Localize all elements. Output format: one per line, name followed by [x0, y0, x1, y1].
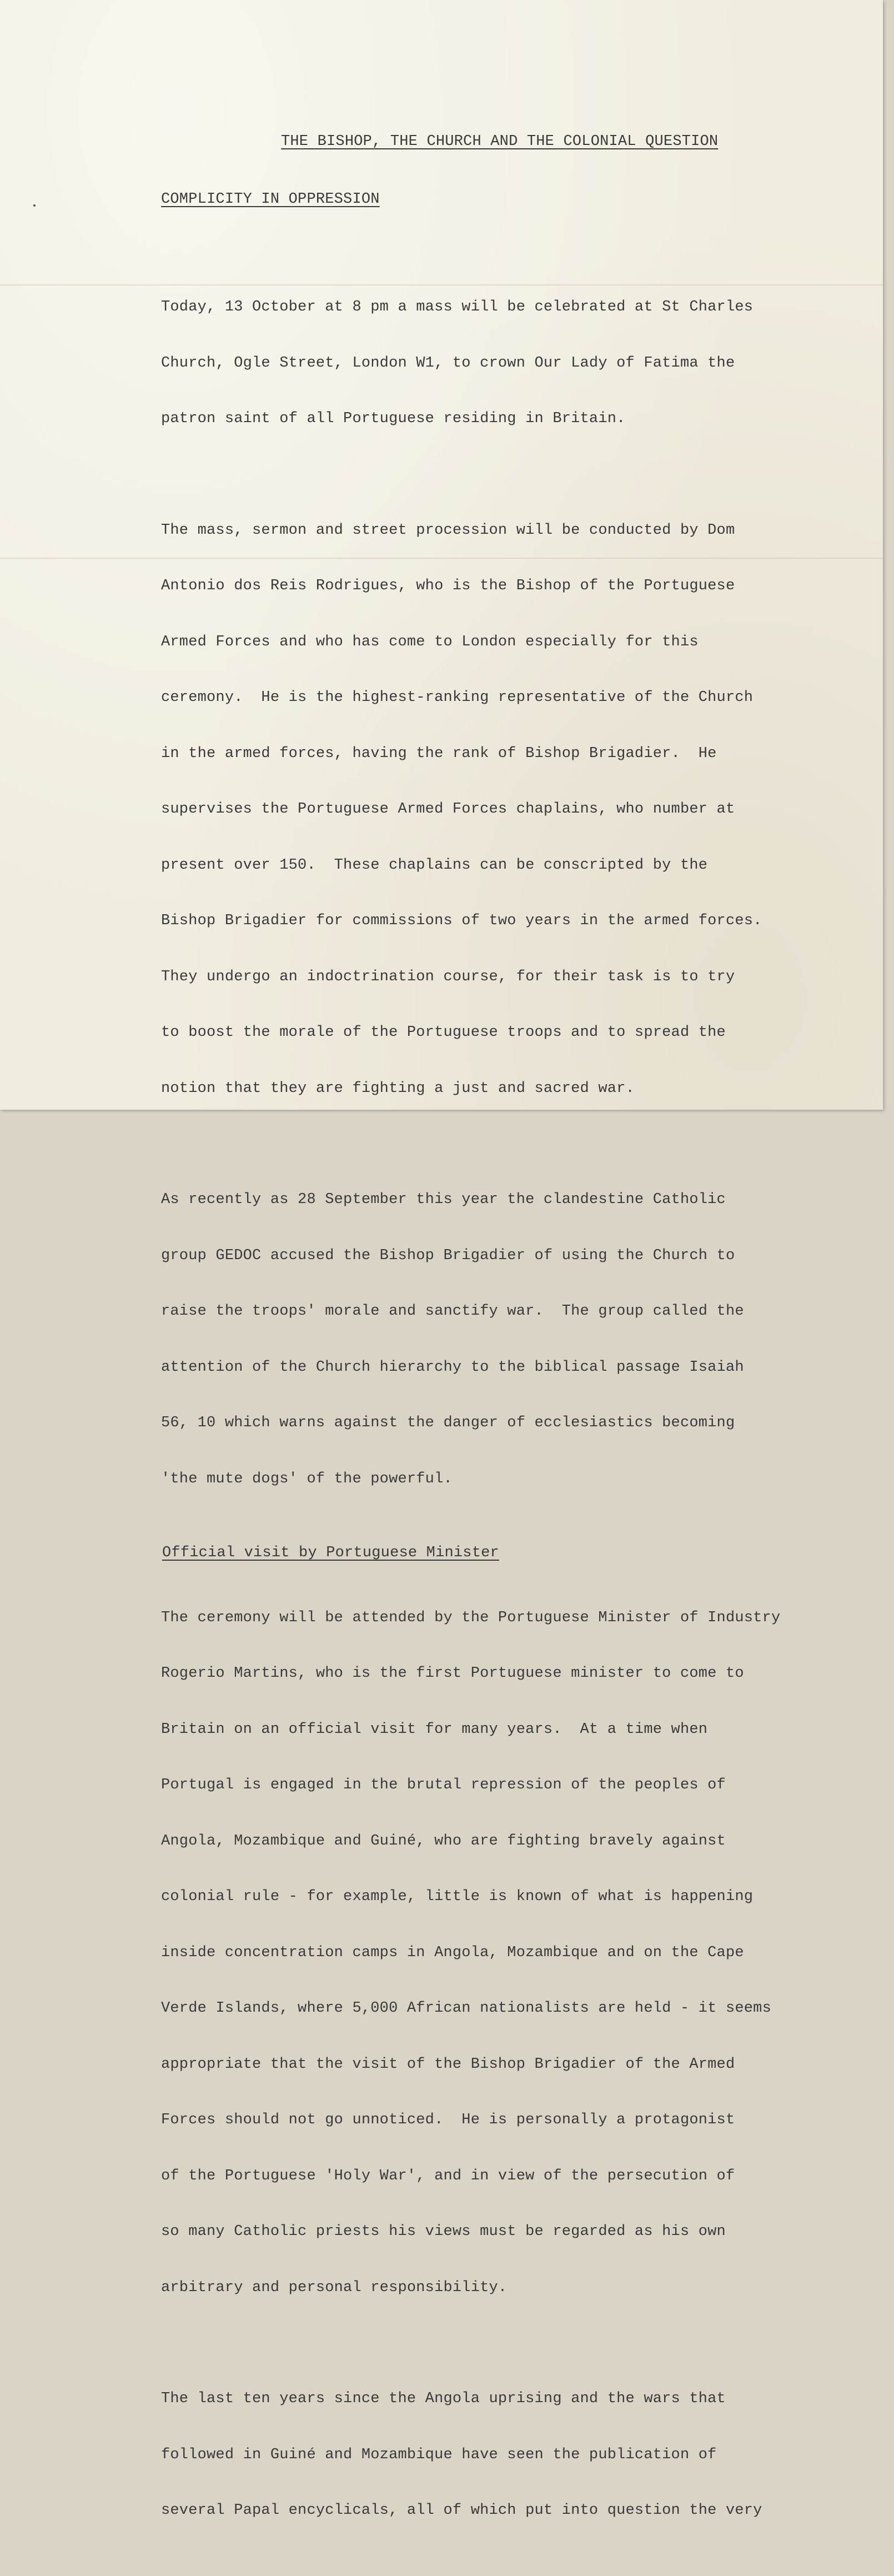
text-line: They undergo an indoctrination course, for their task is to try	[161, 968, 735, 985]
text-line: followed in Guiné and Mozambique have seen the publication of	[161, 2446, 717, 2463]
text-line: Verde Islands, where 5,000 African nationalists are held - it seems	[161, 2000, 771, 2017]
text-line: The last ten years since the Angola uprising and the wars that	[161, 2390, 726, 2407]
text-line: several Papal encyclicals, all of which put into question the very	[161, 2502, 762, 2519]
text-line: patron saint of all Portuguese residing in Britain.	[161, 410, 626, 427]
text-line: group GEDOC accused the Bishop Brigadier of using the Church to	[161, 1247, 735, 1264]
text-line: present over 150. These chaplains can be conscripted by the	[161, 856, 708, 874]
text-line: raise the troops' morale and sanctify war. The group called the	[161, 1303, 744, 1320]
text-line: to boost the morale of the Portuguese troops and to spread the	[161, 1024, 726, 1041]
document-subheading: COMPLICITY IN OPPRESSION	[161, 191, 380, 208]
text-line: Forces should not go unnoticed. He is personally a protagonist	[161, 2112, 735, 2128]
document-body	[161, 261, 850, 2576]
text-line: Bishop Brigadier for commissions of two years in the armed forces.	[161, 913, 762, 929]
section-heading-official-visit: Official visit by Portuguese Minister	[162, 1545, 499, 1561]
paragraph-papal-encyclicals	[161, 2353, 850, 2558]
text-line: Antonio dos Reis Rodrigues, who is the Bishop of the Portuguese	[161, 578, 735, 594]
text-line: Church, Ogle Street, London W1, to crown Our Lady of Fatima the	[161, 354, 735, 372]
paragraph-gedoc	[161, 1154, 850, 1526]
text-line: The ceremony will be attended by the Portuguese Minister of Industry	[161, 1609, 781, 1626]
text-line: ceremony. He is the highest-ranking representative of the Church	[161, 689, 754, 706]
text-line: colonial rule - for example, little is known of what is happening	[161, 1888, 754, 1905]
text-line: of the Portuguese 'Holy War', and in view of the persecution of	[161, 2167, 735, 2184]
text-line: The mass, sermon and street procession will be conducted by Dom	[161, 522, 735, 539]
text-line: attention of the Church hierarchy to the biblical passage Isaiah	[161, 1359, 744, 1376]
text-line: 56, 10 which warns against the danger of ecclesiastics becoming	[161, 1415, 735, 1431]
text-line: notion that they are fighting a just and sacred war.	[161, 1080, 635, 1097]
text-line: so many Catholic priests his views must be regarded as his own	[161, 2223, 726, 2240]
text-line: inside concentration camps in Angola, Mozambique and on the Cape	[161, 1944, 744, 1961]
text-line: Portugal is engaged in the brutal repression of the peoples of	[161, 1777, 726, 1793]
document-title: THE BISHOP, THE CHURCH AND THE COLONIAL QUESTION	[281, 133, 719, 150]
ink-speck	[33, 204, 36, 207]
text-line: supervises the Portuguese Armed Forces chaplains, who number at	[161, 801, 735, 818]
text-line: 'the mute dogs' of the powerful.	[161, 1470, 453, 1487]
text-line: Rogerio Martins, who is the first Portuguese minister to come to	[161, 1665, 744, 1682]
text-line: Angola, Mozambique and Guiné, who are fighting bravely against	[161, 1832, 726, 1850]
paragraph-minister-visit	[161, 1572, 850, 2335]
text-line: in the armed forces, having the rank of Bishop Brigadier. He	[161, 745, 717, 762]
paragraph-bishop-brigadier	[161, 484, 850, 1136]
paragraph-mass-announcement	[161, 261, 850, 466]
text-line: Britain on an official visit for many years. At a time when	[161, 1721, 708, 1738]
text-line: arbitrary and personal responsibility.	[161, 2279, 508, 2296]
text-line: appropriate that the visit of the Bishop Brigadier of the Armed	[161, 2056, 735, 2073]
text-line: Today, 13 October at 8 pm a mass will be celebrated at St Charles	[161, 299, 754, 315]
text-line: As recently as 28 September this year the clandestine Catholic	[161, 1191, 726, 1208]
text-line: Armed Forces and who has come to London especially for this	[161, 633, 699, 650]
